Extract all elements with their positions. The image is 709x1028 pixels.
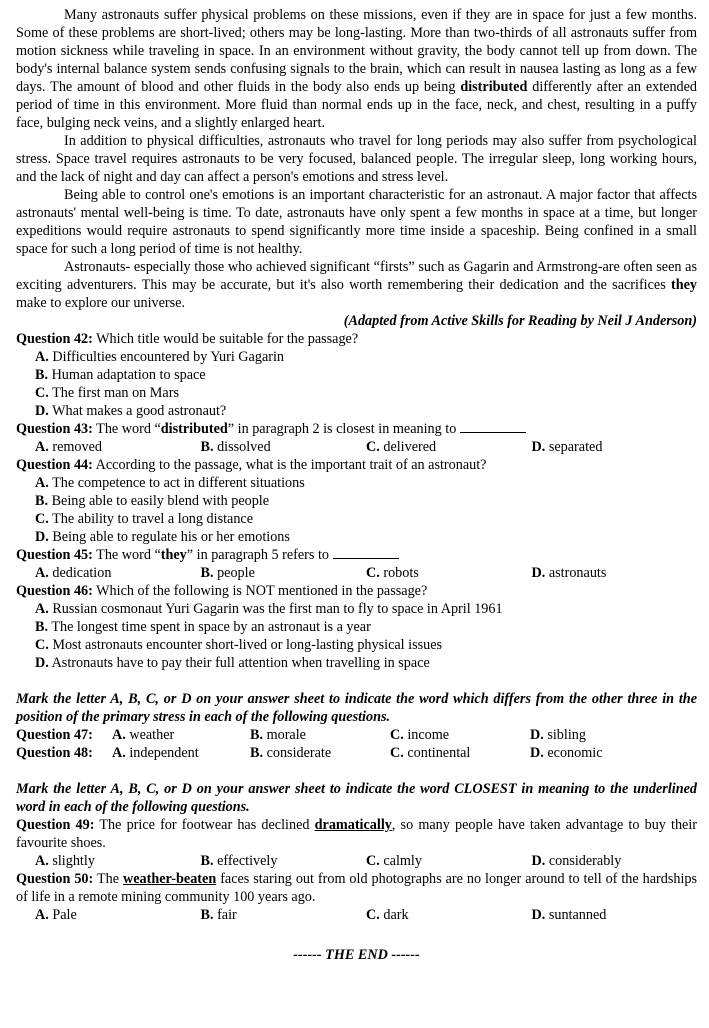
- question-text: Which of the following is NOT mentioned in the passage?: [96, 583, 428, 599]
- option-c[interactable]: C. The ability to travel a long distance: [35, 511, 254, 527]
- question-45: Question 45: The word “they” in paragraph 5 refers to: [16, 546, 697, 564]
- option-a[interactable]: A. Difficulties encountered by Yuri Gagarin: [35, 349, 284, 365]
- question-text: Which title would be suitable for the passage?: [96, 331, 359, 347]
- option-b[interactable]: B. dissolved: [200, 439, 271, 455]
- option-d[interactable]: D. Being able to regulate his or her emotions: [35, 529, 290, 545]
- question-46: [16, 582, 697, 600]
- option-d[interactable]: D. Astronauts have to pay their full attention when travelling in space: [35, 655, 430, 671]
- option-b[interactable]: B. Being able to easily blend with people: [35, 493, 270, 509]
- question-text: According to the passage, what is the important trait of an astronaut?: [95, 457, 487, 473]
- passage-paragraph-3: Being able to control one's emotions is an important characteristic for an astronaut. A major factor that affects astronauts' mental well-being is time. To date, astronauts have only spent a few months in space at a time, but longer expeditions would require astronauts to spend significantly more time inside a spaceship. Being confined in a small space for such a long period of time is not healthy.: [16, 187, 697, 257]
- bold-word-they: they: [671, 277, 698, 293]
- passage-paragraph-1: [16, 6, 697, 132]
- answer-blank: [333, 546, 399, 559]
- question-50: Question 50: The weather-beaten faces staring out from old photographs are no longer around to tell of the hardships of life in a remote mining community 100 years ago.: [16, 871, 698, 905]
- option-a[interactable]: A. weather: [112, 727, 175, 743]
- question-label: Question 49:: [16, 817, 95, 833]
- passage-text: Astronauts- especially those who achieved significant “firsts” such as Gagarin and Armstrong-are often seen as exciting adventurers. This may be accurate, but it's also worth remembering their dedication and the sacrifices: [16, 259, 697, 293]
- option-c[interactable]: C. robots: [366, 565, 419, 581]
- option-d[interactable]: D. sibling: [530, 727, 586, 743]
- option-b[interactable]: B. Human adaptation to space: [35, 367, 206, 383]
- question-label: Question 42:: [16, 331, 93, 347]
- passage-text: differently after an extended period of time in this environment. More fluid than normal ends up in the face, neck, and chest, resulting in a puffy face, bulging neck veins, and a slightly enlarged heart.: [16, 79, 698, 131]
- option-b[interactable]: B. fair: [200, 907, 237, 923]
- option-b[interactable]: B. people: [200, 565, 255, 581]
- option-b[interactable]: B. The longest time spent in space by an astronaut is a year: [35, 619, 371, 635]
- question-label: Question 45:: [16, 547, 93, 563]
- option-c[interactable]: C. The first man on Mars: [35, 385, 179, 401]
- question-49: Question 49: The price for footwear has declined dramatically, so many people have taken advantage to buy their favourite shoes.: [16, 817, 698, 851]
- option-b[interactable]: B. morale: [250, 727, 306, 743]
- option-a[interactable]: A. slightly: [35, 853, 95, 869]
- question-label: Question 44:: [16, 457, 93, 473]
- option-d[interactable]: D. astronauts: [531, 565, 607, 581]
- option-d[interactable]: D. suntanned: [531, 907, 607, 923]
- answer-blank: [460, 420, 526, 433]
- option-a[interactable]: A. removed: [35, 439, 102, 455]
- passage-text: Many astronauts suffer physical problems on these missions, even if they are in space for just a few months. Some of these problems are short-lived; others may be long-lasting. More than two-thirds of all astronauts suffer from motion sickness while traveling in space. In an environment without gravity, the body cannot tell up from down. The body's internal balance system sends confusing signals to the brain, which can result in nausea lasting as long as a few days. The amount of blood and other fluids in the body also ends up being: [16, 7, 697, 95]
- options-row: [35, 852, 697, 870]
- bold-word-distributed: distributed: [460, 79, 528, 95]
- instruction-closest: Mark the letter A, B, C, or D on your answer sheet to indicate the word CLOSEST in meaning to the underlined word in each of the following questions.: [16, 781, 697, 815]
- option-c[interactable]: C. Most astronauts encounter short-lived or long-lasting physical issues: [35, 637, 443, 653]
- question-label: Question 48:: [16, 745, 93, 761]
- options-row: [35, 438, 697, 456]
- options-row: [35, 564, 697, 582]
- question-label: Question 50:: [16, 871, 94, 887]
- question-44: [16, 456, 697, 474]
- question-label: Question 47:: [16, 727, 93, 743]
- option-b[interactable]: B. effectively: [200, 853, 278, 869]
- option-c[interactable]: C. dark: [366, 907, 409, 923]
- option-a[interactable]: A. independent: [112, 745, 199, 761]
- option-b[interactable]: B. considerate: [250, 745, 332, 761]
- option-d[interactable]: D. separated: [531, 439, 603, 455]
- exam-page: [16, 6, 697, 964]
- instruction-stress: Mark the letter A, B, C, or D on your answer sheet to indicate the word which differs from the other three in the position of the primary stress in each of the following questions.: [16, 691, 697, 725]
- question-label: Question 43:: [16, 421, 93, 437]
- spacer: [16, 672, 697, 690]
- question-label: Question 46:: [16, 583, 93, 599]
- question-47: [16, 726, 697, 744]
- option-a[interactable]: A. The competence to act in different situations: [35, 475, 305, 491]
- option-a[interactable]: A. dedication: [35, 565, 112, 581]
- the-end-footer: ------ THE END ------: [293, 947, 420, 963]
- options-row: [35, 906, 697, 924]
- passage-paragraph-4: [16, 258, 697, 312]
- option-c[interactable]: C. income: [390, 727, 450, 743]
- underlined-word: weather-beaten: [122, 871, 217, 887]
- option-c[interactable]: C. continental: [390, 745, 471, 761]
- option-d[interactable]: D. considerably: [531, 853, 622, 869]
- option-a[interactable]: A. Pale: [35, 907, 77, 923]
- passage-paragraph-2: In addition to physical difficulties, astronauts who travel for long periods may also suffer from psychological stress. Space travel requires astronauts to be very focused, balanced people. The irregular sleep, long working hours, and the lack of night and day can affect a person's emotions and stress level.: [16, 133, 697, 185]
- spacer: [16, 924, 697, 946]
- passage-text: make to explore our universe.: [16, 295, 186, 311]
- option-c[interactable]: C. calmly: [366, 853, 422, 869]
- underlined-word: dramatically: [314, 817, 392, 833]
- passage-source: (Adapted from Active Skills for Reading by Neil J Anderson): [343, 313, 697, 329]
- question-42: [16, 330, 697, 348]
- option-d[interactable]: D. What makes a good astronaut?: [35, 403, 227, 419]
- question-48: [16, 744, 697, 762]
- option-c[interactable]: C. delivered: [366, 439, 437, 455]
- spacer: [16, 762, 697, 780]
- option-d[interactable]: D. economic: [530, 745, 603, 761]
- question-43: Question 43: The word “distributed” in paragraph 2 is closest in meaning to: [16, 420, 697, 438]
- option-a[interactable]: A. Russian cosmonaut Yuri Gagarin was the first man to fly to space in April 1961: [35, 601, 503, 617]
